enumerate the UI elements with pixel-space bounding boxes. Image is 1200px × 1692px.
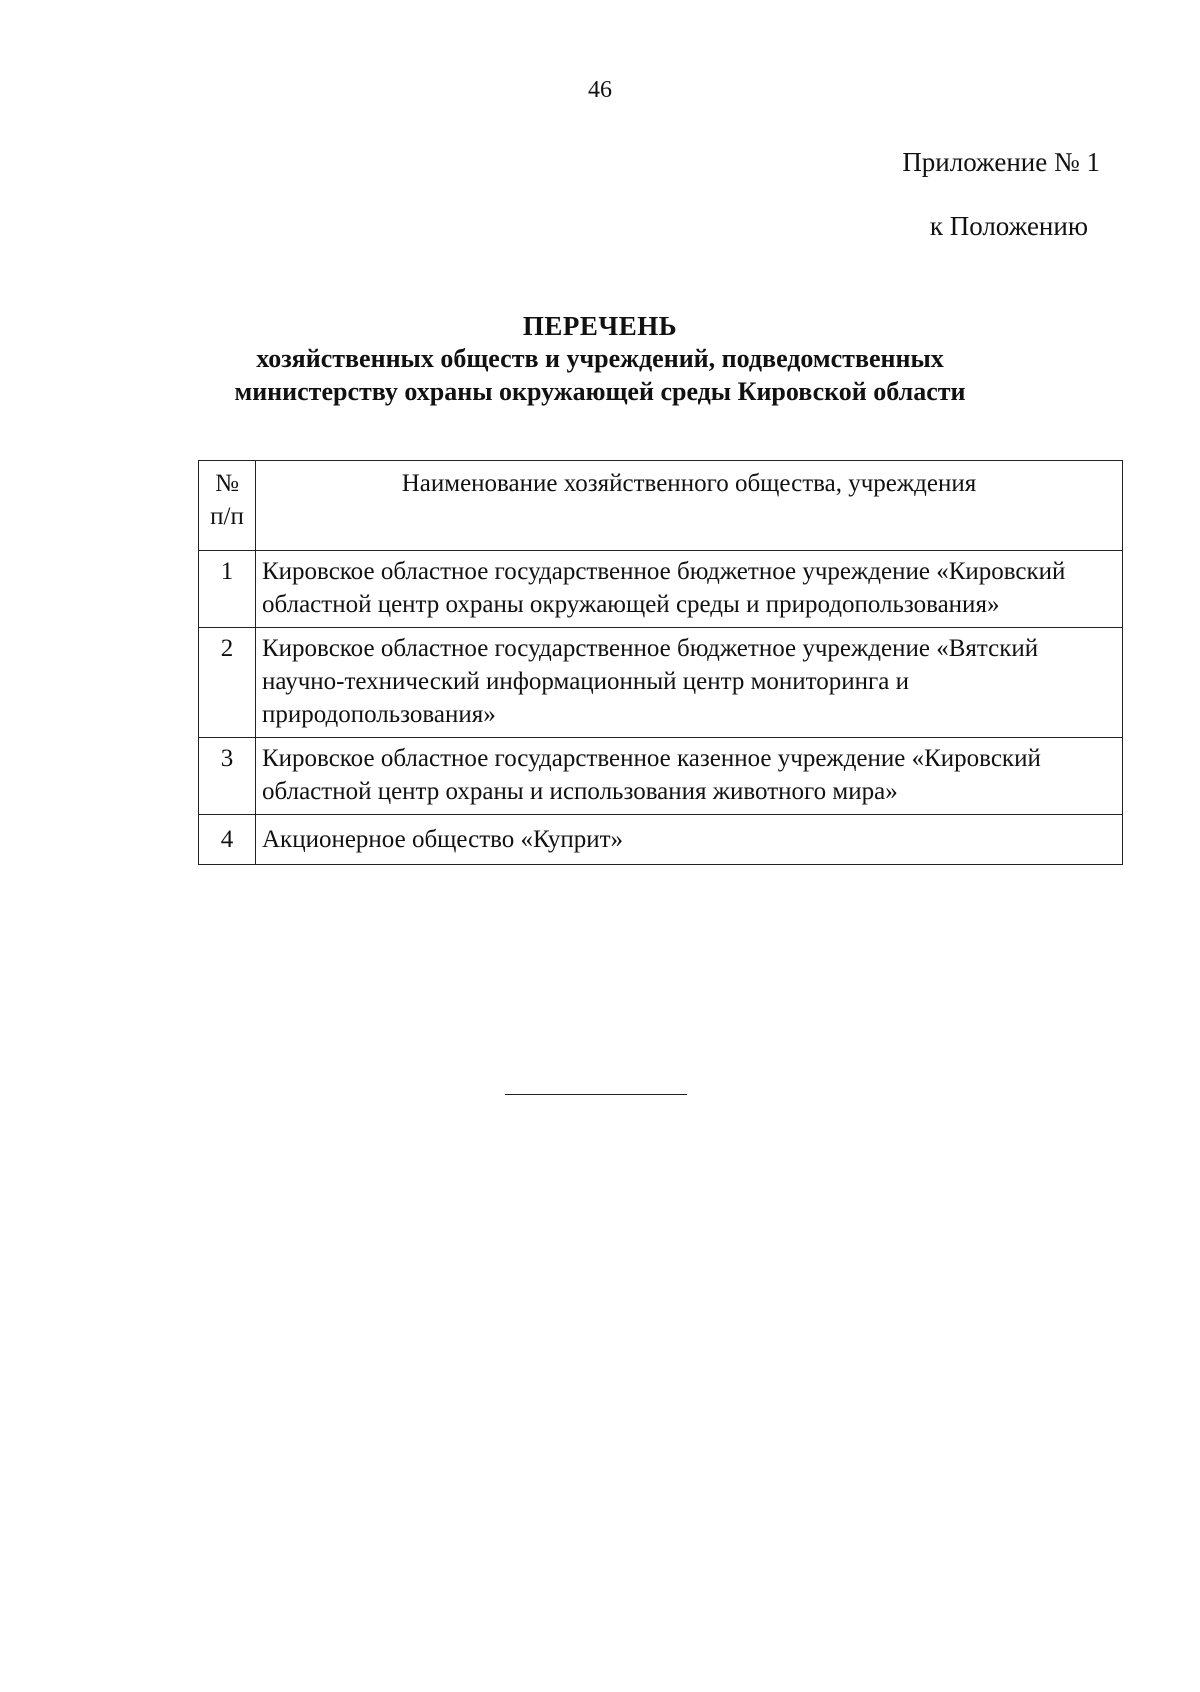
row-number: 2 xyxy=(199,628,256,738)
appendix-reference: к Положению xyxy=(929,211,1088,241)
row-name: Кировское областное государственное казенное учреждение «Кировский областной центр охраны и использования животного мира» xyxy=(256,738,1123,815)
table-header-row xyxy=(199,461,1123,551)
organizations-table xyxy=(198,460,1123,865)
end-divider xyxy=(505,1094,687,1095)
header-name: Наименование хозяйственного общества, учреждения xyxy=(256,461,1123,551)
table-row xyxy=(199,551,1123,628)
row-name: Акционерное общество «Куприт» xyxy=(256,815,1123,865)
row-number: 4 xyxy=(199,815,256,865)
table-row xyxy=(199,738,1123,815)
document-title xyxy=(0,310,1200,408)
table-row xyxy=(199,628,1123,738)
row-name: Кировское областное государственное бюджетное учреждение «Кировский областной центр охраны окружающей среды и природопользования» xyxy=(256,551,1123,628)
title-line-3: министерству охраны окружающей среды Кировской области xyxy=(234,377,966,406)
table-row xyxy=(199,815,1123,865)
row-name: Кировское областное государственное бюджетное учреждение «Вятский научно-технический информационный центр мониторинга и природопользования» xyxy=(256,628,1123,738)
row-number: 3 xyxy=(199,738,256,815)
title-line-2: хозяйственных обществ и учреждений, подведомственных xyxy=(256,344,944,373)
appendix-label: Приложение № 1 xyxy=(902,147,1100,177)
title-main: ПЕРЕЧЕНЬ xyxy=(522,311,678,341)
page-number: 46 xyxy=(588,77,612,103)
row-number: 1 xyxy=(199,551,256,628)
header-number: № п/п xyxy=(199,461,256,551)
